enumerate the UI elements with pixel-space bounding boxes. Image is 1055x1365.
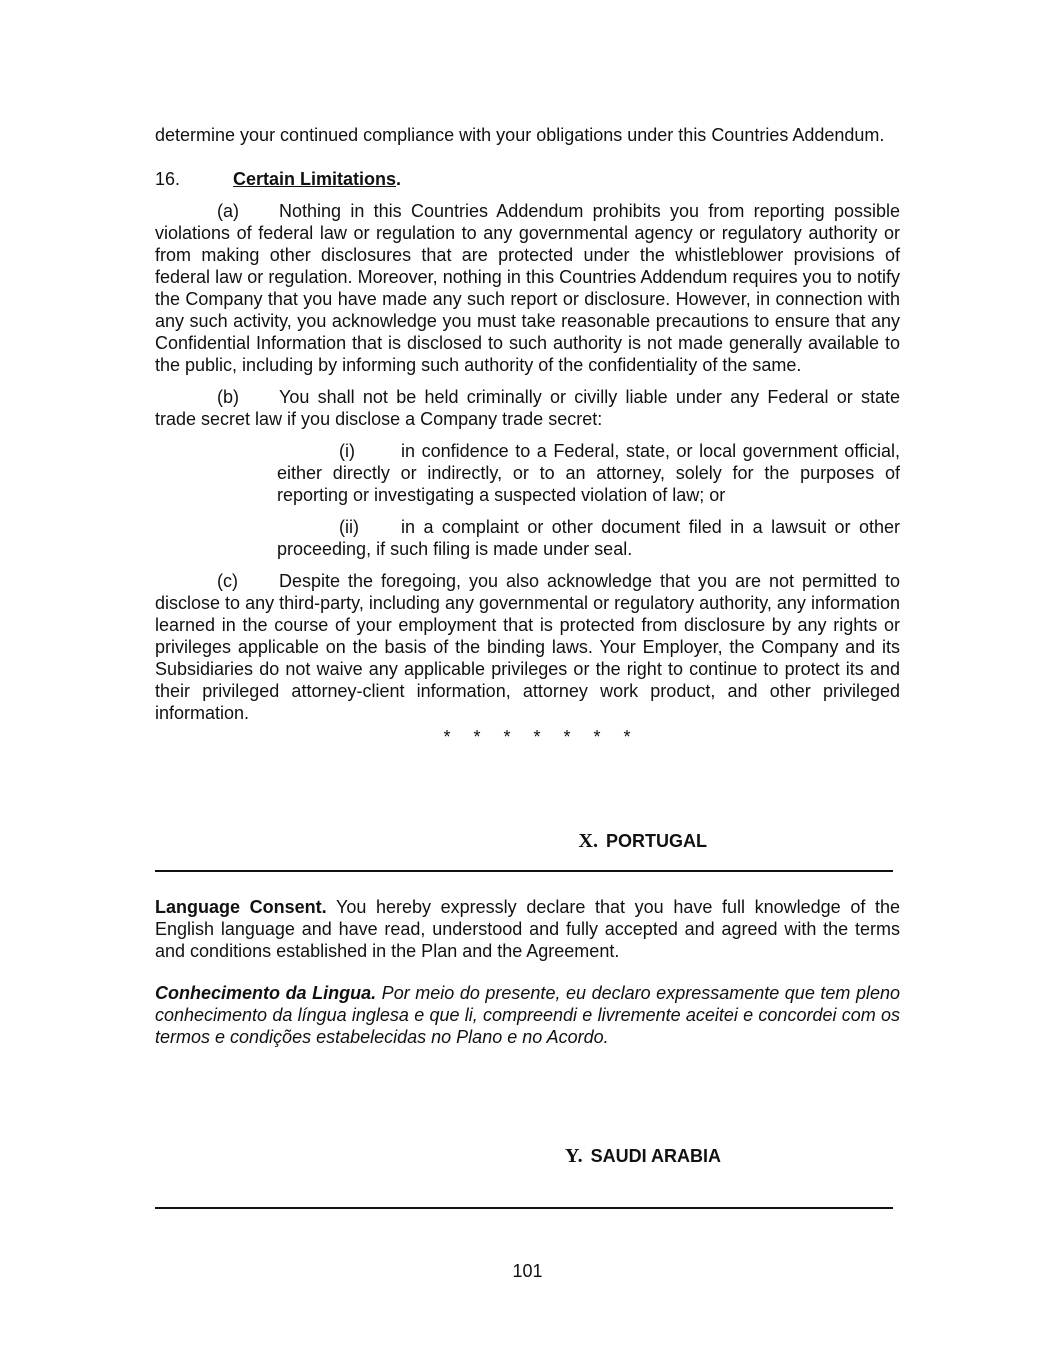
language-consent-text: You hereby expressly declare that you have full knowledge of the English language and have read, understood and fully accepted and agreed with the terms and conditions established in the Plan and the Agreement. <box>155 897 901 961</box>
paragraph-c <box>155 570 900 724</box>
paragraph-c-label: (c) <box>217 571 238 591</box>
portugal-heading <box>155 830 893 852</box>
paragraph-a <box>155 200 900 376</box>
language-consent-pt-heading: Conhecimento da Lingua. <box>155 983 377 1003</box>
continuation-paragraph: determine your continued compliance with your obligations under this Countries Addendum. <box>155 125 885 145</box>
paragraph-b-text: You shall not be held criminally or civilly liable under any Federal or state trade secret law if you disclose a Company trade secret: <box>155 387 900 429</box>
saudi-arabia-name: SAUDI ARABIA <box>590 1146 721 1166</box>
saudi-arabia-rule <box>155 1207 893 1209</box>
language-consent-pt-text: Por meio do presente, eu declaro expressamente que tem pleno conhecimento da língua inglesa e que li, compreendi e livremente aceitei e concordei com os termos e condições estabelecidas no Plano e no Acordo. <box>155 983 900 1047</box>
subparagraph-b-i <box>277 440 900 506</box>
separator-star: * <box>503 727 512 747</box>
paragraph-c-text: Despite the foregoing, you also acknowledge that you are not permitted to disclose to any third-party, including any governmental or regulatory authority, any information learned in the course of your employment that is protected from disclosure by any rights or privileges applicable on the basis of the binding laws. Your Employer, the Company and its Subsidiaries do not waive any applicable privileges or the right to continue to protect its and their privileged attorney-client information, attorney work product, and other privileged information. <box>155 571 900 723</box>
language-consent-portuguese <box>155 982 900 1048</box>
portugal-name: PORTUGAL <box>606 831 707 851</box>
section-title-suffix: . <box>396 169 402 189</box>
section-16-heading <box>155 168 900 190</box>
section-separator <box>175 726 900 748</box>
language-consent-heading: Language Consent. <box>155 897 327 917</box>
separator-star: * <box>533 727 542 747</box>
separator-star: * <box>473 727 482 747</box>
subparagraph-b-ii-text: in a complaint or other document filed in a lawsuit or other proceeding, if such filing is made under seal. <box>277 517 900 559</box>
separator-star: * <box>593 727 602 747</box>
section-title: Certain Limitations <box>233 169 397 189</box>
separator-star: * <box>623 727 632 747</box>
language-consent-english <box>155 896 900 962</box>
saudi-arabia-heading <box>155 1145 893 1167</box>
separator-star: * <box>563 727 572 747</box>
paragraph-b-label: (b) <box>217 387 239 407</box>
paragraph-b <box>155 386 900 430</box>
page-number: 101 <box>512 1261 543 1281</box>
subparagraph-b-i-text: in confidence to a Federal, state, or local government official, either directly or indirectly, or to an attorney, solely for the purposes of reporting or investigating a suspected violation of law; or <box>277 441 900 505</box>
separator-star: * <box>443 727 452 747</box>
portugal-letter: X. <box>578 830 598 852</box>
subparagraph-b-ii-label: (ii) <box>339 517 359 537</box>
portugal-rule <box>155 870 893 872</box>
paragraph-a-label: (a) <box>217 201 239 221</box>
section-number: 16. <box>155 169 181 189</box>
document-page <box>155 124 901 1167</box>
subparagraph-b-ii <box>277 516 900 560</box>
paragraph-a-text: Nothing in this Countries Addendum prohibits you from reporting possible violations of federal law or regulation to any governmental agency or regulatory authority or from making other disclosures that are protected under the whistleblower provisions of federal law or regulation. Moreover, nothing in this Countries Addendum requires you to notify the Company that you have made any such report or disclosure. However, in connection with any such activity, you acknowledge you must take reasonable precautions to ensure that any Confidential Information that is disclosed to such authority is not made generally available to the public, including by informing such authority of the confidentiality of the same. <box>155 201 900 375</box>
saudi-arabia-letter: Y. <box>565 1145 583 1167</box>
subparagraph-b-i-label: (i) <box>339 441 355 461</box>
